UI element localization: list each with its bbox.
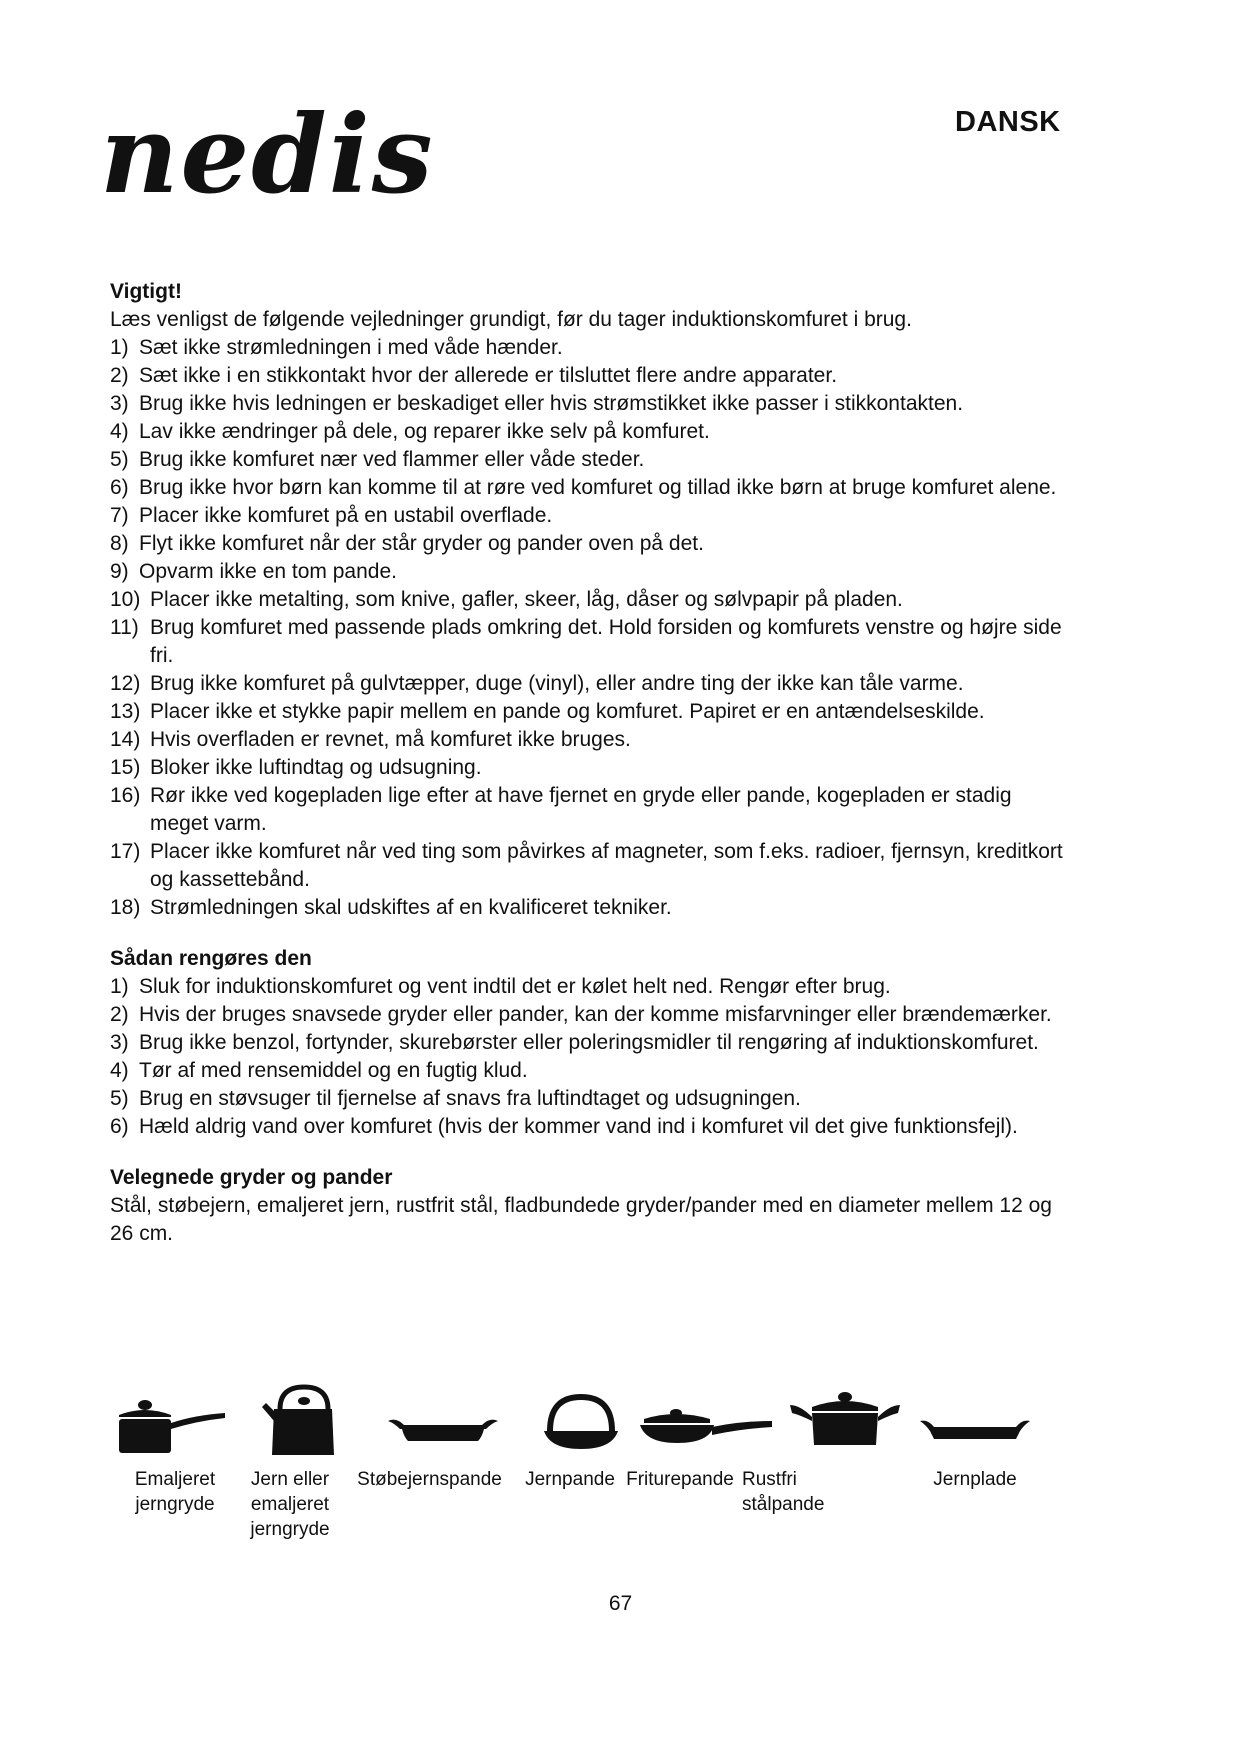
list-item: 5) Brug ikke komfuret nær ved flammer eller våde steder. bbox=[110, 448, 645, 471]
list-item: 13) Placer ikke et stykke papir mellem en pande og komfuret. Papiret er en antændelseskilde. bbox=[110, 700, 985, 723]
cookware-label: Friturepande bbox=[626, 1469, 734, 1490]
stainless-pot-icon bbox=[790, 1391, 900, 1449]
kettle-icon bbox=[260, 1379, 340, 1457]
list-item: 5) Brug en støvsuger til fjernelse af snavs fra luftindtaget og udsugningen. bbox=[110, 1087, 801, 1110]
list-item: 3) Brug ikke hvis ledningen er beskadiget eller hvis strømstikket ikke passer i stikkontakten. bbox=[110, 392, 964, 415]
list-item: 11) Brug komfuret med passende plads omkring det. Hold forsiden og komfurets venstre og højre side fri. bbox=[110, 616, 1062, 667]
cleaning-list bbox=[110, 973, 1070, 1141]
list-item: 12) Brug ikke komfuret på gulvtæpper, duge (vinyl), eller andre ting der ikke kan tåle varme. bbox=[110, 672, 964, 695]
list-item: 6) Brug ikke hvor børn kan komme til at røre ved komfuret og tillad ikke børn at bruge komfuret alene. bbox=[110, 476, 1057, 499]
list-item: 1) Sæt ikke strømledningen i med våde hænder. bbox=[110, 336, 563, 359]
nedis-logo bbox=[100, 100, 480, 210]
list-item: 3) Brug ikke benzol, fortynder, skurebørster eller poleringsmidler til rengøring af induktionskomfuret. bbox=[110, 1031, 1039, 1054]
important-intro: Læs venligst de følgende vejledninger grundigt, før du tager induktionskomfuret i brug. bbox=[110, 308, 912, 331]
cookware-label: Jern eller emaljeret jerngryde bbox=[250, 1469, 330, 1540]
cookware-heading: Velegnede gryder og pander bbox=[110, 1166, 393, 1189]
cookware-label: Jernpande bbox=[525, 1469, 615, 1490]
iron-pan-icon bbox=[542, 1391, 620, 1451]
list-item: 2) Sæt ikke i en stikkontakt hvor der allerede er tilsluttet flere andre apparater. bbox=[110, 364, 838, 387]
important-list bbox=[110, 334, 1070, 922]
language-label: DANSK bbox=[955, 106, 1061, 138]
document-body bbox=[110, 278, 1070, 1248]
cookware-row bbox=[110, 1385, 1070, 1545]
list-item: 7) Placer ikke komfuret på en ustabil overflade. bbox=[110, 504, 553, 527]
list-item: 2) Hvis der bruges snavsede gryder eller pander, kan der komme misfarvninger eller brændemærker. bbox=[110, 1003, 1052, 1026]
enamel-pot-icon bbox=[115, 1397, 230, 1457]
list-item: 14) Hvis overfladen er revnet, må komfuret ikke bruges. bbox=[110, 728, 631, 751]
list-item: 6) Hæld aldrig vand over komfuret (hvis der kommer vand ind i komfuret vil det give funktionsfejl). bbox=[110, 1115, 1018, 1138]
cleaning-heading: Sådan rengøres den bbox=[110, 947, 312, 970]
iron-plate-icon bbox=[920, 1415, 1030, 1445]
list-item: 9) Opvarm ikke en tom pande. bbox=[110, 560, 397, 583]
svg-text:nedis: nedis bbox=[100, 100, 435, 210]
list-item: 16) Rør ikke ved kogepladen lige efter at have fjernet en gryde eller pande, kogepladen er stadig meget varm. bbox=[110, 784, 1012, 835]
cookware-description: Stål, støbejern, emaljeret jern, rustfrit stål, fladbundede gryder/pander med en diameter mellem 12 og 26 cm. bbox=[110, 1194, 1052, 1245]
list-item: 8) Flyt ikke komfuret når der står gryder og pander oven på det. bbox=[110, 532, 704, 555]
list-item: 10) Placer ikke metalting, som knive, gafler, skeer, låg, dåser og sølvpapir på pladen. bbox=[110, 588, 903, 611]
list-item: 4) Lav ikke ændringer på dele, og reparer ikke selv på komfuret. bbox=[110, 420, 710, 443]
frying-pan-icon bbox=[640, 1403, 775, 1449]
cookware-label: Rustfri stålpande bbox=[742, 1469, 825, 1515]
important-heading: Vigtigt! bbox=[110, 280, 182, 303]
cookware-label: Støbejernspande bbox=[357, 1469, 502, 1490]
list-item: 1) Sluk for induktionskomfuret og vent indtil det er kølet helt ned. Rengør efter brug. bbox=[110, 975, 891, 998]
cast-iron-pan-icon bbox=[388, 1411, 498, 1451]
cookware-label: Emaljeret jerngryde bbox=[134, 1469, 216, 1515]
list-item: 15) Bloker ikke luftindtag og udsugning. bbox=[110, 756, 482, 779]
list-item: 18) Strømledningen skal udskiftes af en kvalificeret tekniker. bbox=[110, 896, 672, 919]
list-item: 4) Tør af med rensemiddel og en fugtig klud. bbox=[110, 1059, 528, 1082]
cookware-label: Jernplade bbox=[933, 1469, 1017, 1490]
page-number: 67 bbox=[608, 1592, 633, 1615]
list-item: 17) Placer ikke komfuret når ved ting som påvirkes af magneter, som f.eks. radioer, fjernsyn, kreditkort og kassettebånd. bbox=[110, 840, 1063, 891]
